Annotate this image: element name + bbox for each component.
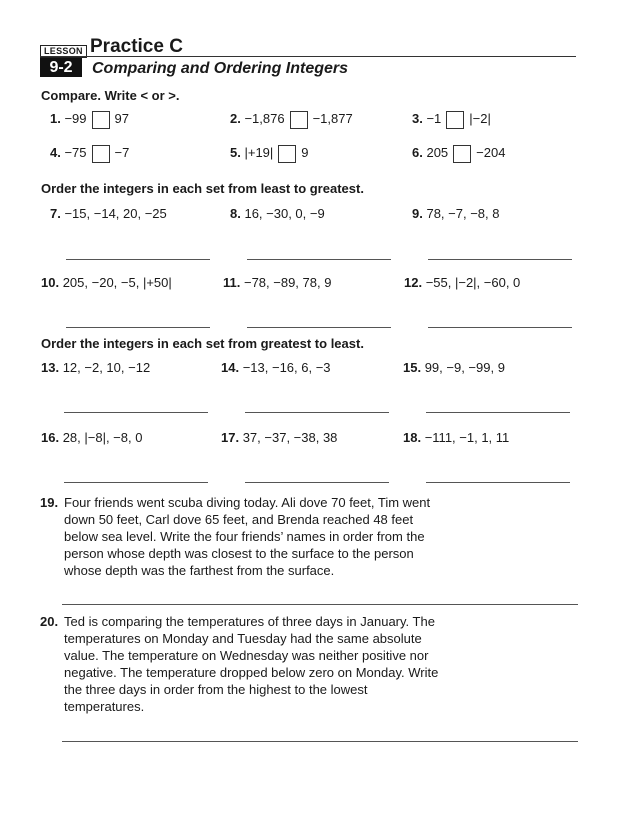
order-item-18 — [403, 429, 509, 447]
compare-item-2 — [230, 110, 353, 129]
problem-line: temperatures. — [64, 699, 145, 714]
item-number: 18. — [403, 430, 422, 445]
order-item-13 — [41, 359, 150, 377]
problem-line: value. The temperature on Wednesday was neither positive nor — [64, 648, 429, 663]
right-value: −204 — [476, 145, 506, 160]
order-item-17 — [221, 429, 337, 447]
integer-set: 16, −30, 0, −9 — [244, 206, 325, 221]
order-item-7 — [50, 205, 167, 223]
item-number: 11. — [223, 275, 241, 290]
item-number: 4. — [50, 145, 61, 160]
problem-text — [64, 494, 430, 579]
left-value: −75 — [64, 145, 87, 160]
word-problem-19 — [40, 494, 600, 579]
compare-item-5 — [230, 144, 309, 163]
answer-line[interactable] — [426, 412, 570, 413]
problem-line: below sea level. Write the four friends’ names in order from the — [64, 529, 425, 544]
order-item-11 — [223, 274, 331, 292]
item-number: 13. — [41, 360, 60, 375]
problem-line: whose depth was the farthest from the surface. — [64, 563, 335, 578]
compare-item-4 — [50, 144, 129, 163]
section-compare-heading: Compare. Write < or >. — [41, 88, 180, 103]
lesson-number-badge: 9-2 — [40, 58, 82, 77]
integer-set: 99, −9, −99, 9 — [424, 360, 505, 375]
answer-box[interactable] — [453, 145, 471, 163]
answer-line[interactable] — [247, 327, 391, 328]
answer-line[interactable] — [245, 412, 389, 413]
order-item-16 — [41, 429, 142, 447]
right-value: −1,877 — [312, 111, 353, 126]
answer-box[interactable] — [446, 111, 464, 129]
problem-line: temperatures on Monday and Tuesday had the same absolute — [64, 631, 422, 646]
problem-line: person whose depth was closest to the surface to the person — [64, 546, 414, 561]
right-value: −7 — [114, 145, 130, 160]
lesson-label: LESSON — [40, 45, 87, 58]
order-item-9 — [412, 205, 499, 223]
answer-line[interactable] — [245, 482, 389, 483]
compare-item-3 — [412, 110, 491, 129]
answer-box[interactable] — [92, 145, 110, 163]
item-number: 6. — [412, 145, 423, 160]
integer-set: 205, −20, −5, |+50| — [62, 275, 172, 290]
right-value: 97 — [114, 111, 129, 126]
integer-set: −55, |−2|, −60, 0 — [425, 275, 521, 290]
left-value: |+19| — [244, 145, 274, 160]
item-number: 10. — [41, 275, 60, 290]
item-number: 15. — [403, 360, 422, 375]
order-item-10 — [41, 274, 172, 292]
answer-box[interactable] — [290, 111, 308, 129]
word-problem-20 — [40, 613, 600, 715]
order-item-8 — [230, 205, 325, 223]
right-value: |−2| — [469, 111, 491, 126]
answer-line[interactable] — [66, 327, 210, 328]
problem-line: down 50 feet, Carl dove 65 feet, and Brenda reached 48 feet — [64, 512, 414, 527]
answer-line[interactable] — [247, 259, 391, 260]
item-number: 5. — [230, 145, 241, 160]
answer-box[interactable] — [278, 145, 296, 163]
order-item-15 — [403, 359, 505, 377]
left-value: −1 — [426, 111, 442, 126]
item-number: 8. — [230, 206, 241, 221]
item-number: 17. — [221, 430, 240, 445]
integer-set: 78, −7, −8, 8 — [426, 206, 500, 221]
left-value: −99 — [64, 111, 87, 126]
problem-line: Ted is comparing the temperatures of three days in January. The — [64, 614, 435, 629]
answer-box[interactable] — [92, 111, 110, 129]
compare-item-1 — [50, 110, 129, 129]
page-subtitle: Comparing and Ordering Integers — [92, 60, 349, 77]
answer-line[interactable] — [428, 259, 572, 260]
answer-line[interactable] — [62, 741, 578, 742]
problem-line: Four friends went scuba diving today. Ali dove 70 feet, Tim went — [64, 495, 431, 510]
page-title: Practice C — [90, 36, 183, 57]
compare-item-6 — [412, 144, 505, 163]
answer-line[interactable] — [64, 412, 208, 413]
answer-line[interactable] — [62, 604, 578, 605]
integer-set: 12, −2, 10, −12 — [62, 360, 151, 375]
item-number: 9. — [412, 206, 423, 221]
item-number: 7. — [50, 206, 61, 221]
integer-set: −15, −14, 20, −25 — [64, 206, 167, 221]
answer-line[interactable] — [64, 482, 208, 483]
section-least-to-greatest-heading: Order the integers in each set from least to greatest. — [41, 181, 364, 196]
answer-line[interactable] — [66, 259, 210, 260]
integer-set: −111, −1, 1, 11 — [424, 430, 510, 445]
section-greatest-to-least-heading: Order the integers in each set from greatest to least. — [41, 336, 364, 351]
integer-set: −13, −16, 6, −3 — [242, 360, 331, 375]
problem-line: the three days in order from the highest to the lowest — [64, 682, 368, 697]
order-item-12 — [404, 274, 520, 292]
item-number: 14. — [221, 360, 240, 375]
item-number: 3. — [412, 111, 423, 126]
answer-line[interactable] — [426, 482, 570, 483]
right-value: 9 — [301, 145, 309, 160]
item-number: 12. — [404, 275, 423, 290]
order-item-14 — [221, 359, 331, 377]
integer-set: 37, −37, −38, 38 — [242, 430, 338, 445]
left-value: −1,876 — [244, 111, 285, 126]
answer-line[interactable] — [428, 327, 572, 328]
item-number: 2. — [230, 111, 241, 126]
problem-line: negative. The temperature dropped below zero on Monday. Write — [64, 665, 439, 680]
problem-number: 19. — [40, 495, 59, 510]
left-value: 205 — [426, 145, 449, 160]
item-number: 16. — [41, 430, 60, 445]
item-number: 1. — [50, 111, 61, 126]
integer-set: 28, |−8|, −8, 0 — [62, 430, 143, 445]
problem-number: 20. — [40, 614, 59, 629]
integer-set: −78, −89, 78, 9 — [243, 275, 332, 290]
problem-text — [64, 613, 438, 715]
